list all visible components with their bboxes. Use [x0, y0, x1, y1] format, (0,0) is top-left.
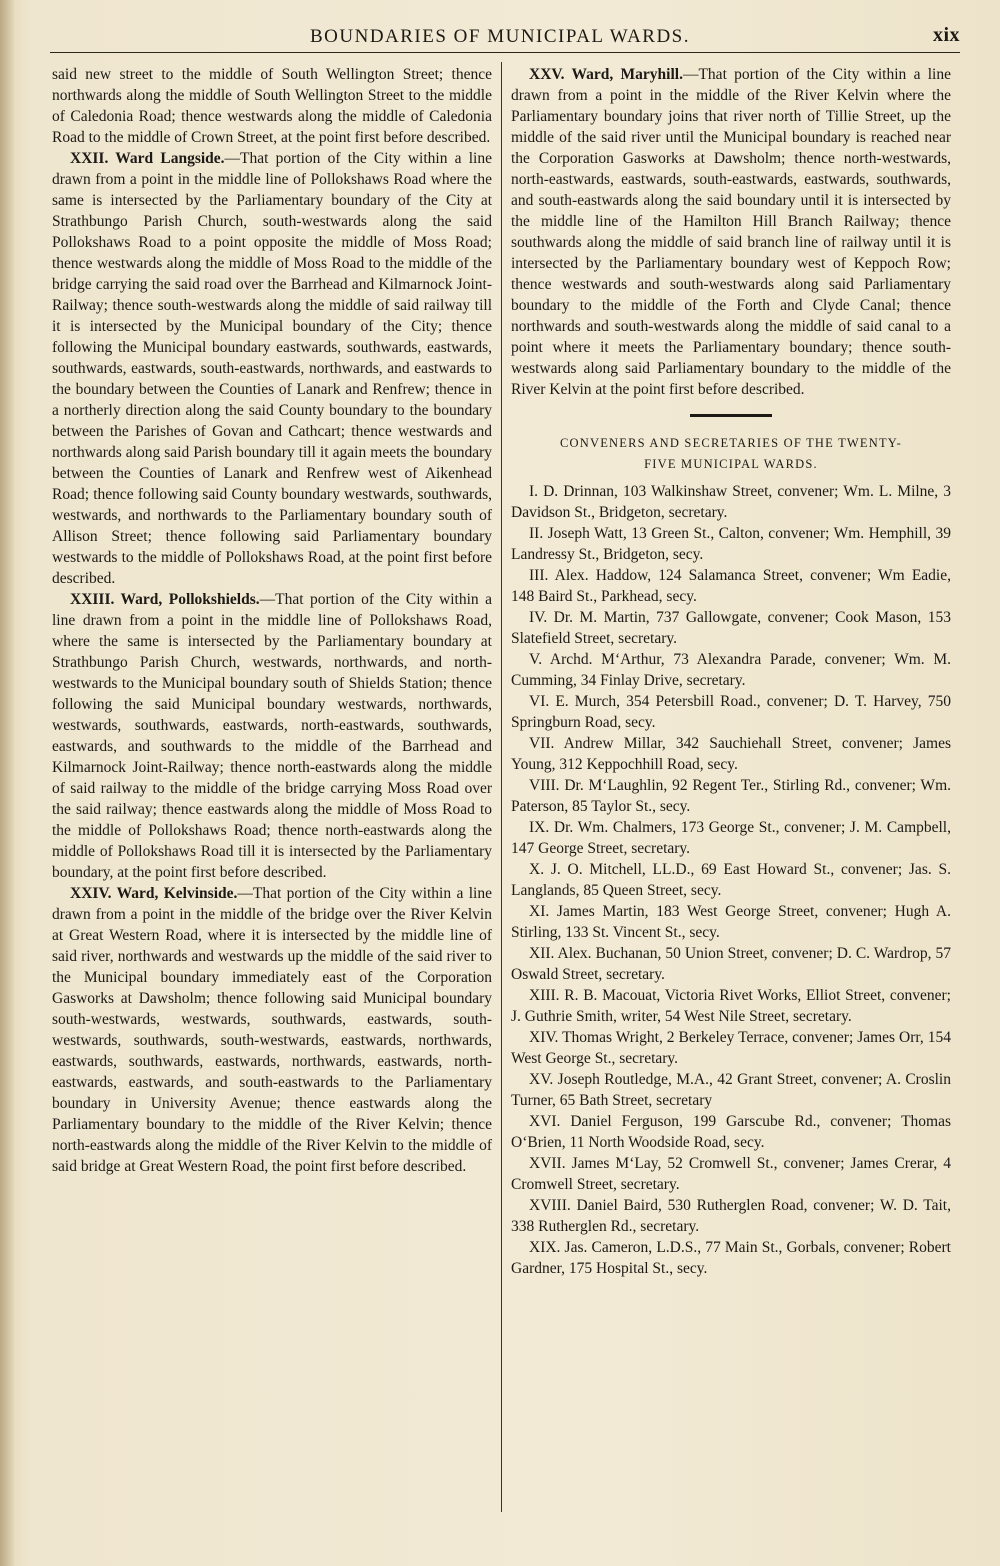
convener-entry: XVIII. Daniel Baird, 530 Rutherglen Road, convener; W. D. Tait, 338 Rutherglen Rd., secretary. [511, 1197, 951, 1235]
page-header [40, 22, 960, 52]
ward-xxiii-heading: XXIII. Ward, Pollokshields. [70, 591, 260, 608]
ward-xxii-heading: XXII. Ward Langside. [70, 150, 225, 167]
section-title-line-2: FIVE MUNICIPAL WARDS. [644, 457, 818, 471]
conveners-section-title [511, 433, 951, 475]
left-column [52, 64, 492, 1177]
convener-entry: VII. Andrew Millar, 342 Sauchiehall Street, convener; James Young, 312 Keppochhill Road, secy. [511, 735, 951, 773]
convener-entry: XVI. Daniel Ferguson, 199 Garscube Rd., convener; Thomas O‘Brien, 11 North Woodside Road, secy. [511, 1113, 951, 1151]
section-title-line-1: CONVENERS AND SECRETARIES OF THE TWENTY- [559, 436, 903, 450]
conveners-list [511, 481, 951, 1279]
ward-xxiii-paragraph [52, 589, 492, 883]
convener-entry: X. J. O. Mitchell, LL.D., 69 East Howard St., convener; Jas. S. Langlands, 85 Queen Street, secy. [511, 861, 951, 899]
convener-entry: II. Joseph Watt, 13 Green St., Calton, convener; Wm. Hemphill, 39 Landressy St., Bridgeton, secy. [511, 525, 951, 563]
convener-entry: IX. Dr. Wm. Chalmers, 173 George St., convener; J. M. Campbell, 147 George Street, secretary. [511, 819, 951, 857]
convener-entry: III. Alex. Haddow, 124 Salamanca Street, convener; Wm Eadie, 148 Baird St., Parkhead, secy. [511, 567, 951, 605]
convener-entry: XV. Joseph Routledge, M.A., 42 Grant Street, convener; A. Croslin Turner, 65 Bath Street, secretary [511, 1071, 951, 1109]
convener-entry: IV. Dr. M. Martin, 737 Gallowgate, convener; Cook Mason, 153 Slatefield Street, secretary. [511, 609, 951, 647]
right-column [511, 64, 951, 1279]
section-ornament-rule [690, 414, 772, 417]
ward-xxiv-text: —That portion of the City within a line drawn from a point in the middle of the bridge over the River Kelvin at Great Western Road, where it is intersected by the middle line of said river, northwards and westwards up the middle of the said river to the Municipal boundary immediately east of the Corporation Gasworks at Dawsholm; thence following said Municipal boundary south-westwards, westwards, southwards, eastwards, south-westwards, southwards, south-westwards, eastwards, northwards, eastwards, southwards, eastwards, northwards, eastwards, north-eastwards, eastwards, and south-eastwards to the Parliamentary boundary in University Avenue; thence eastwards along the Parliamentary boundary to the middle of the River Kelvin; thence north-eastwards along the middle of the River Kelvin to the middle of said bridge at Great Western Road, the point first before described. [52, 885, 492, 1175]
convener-entry: I. D. Drinnan, 103 Walkinshaw Street, convener; Wm. L. Milne, 3 Davidson St., Bridgeton, secretary. [511, 483, 951, 521]
column-divider [501, 62, 502, 1512]
ward-xxiv-heading: XXIV. Ward, Kelvinside. [70, 885, 238, 902]
book-spine-shadow [0, 0, 14, 1566]
ward-xxv-heading: XXV. Ward, Maryhill. [529, 66, 683, 83]
convener-entry: XI. James Martin, 183 West George Street, convener; Hugh A. Stirling, 133 St. Vincent St., secy. [511, 903, 951, 941]
ward-xxii-text: —That portion of the City within a line drawn from a point in the middle line of Pollokshaws Road where the same is intersected by the Parliamentary boundary of the City at Strathbungo Parish Church, south-westwards along the said Pollokshaws Road to a point opposite the middle of Moss Road; thence westwards along the middle of Moss Road to the middle of the bridge carrying the said road over the Barrhead and Kilmarnock Joint-Railway; thence south-westwards along the middle of said railway till it is intersected by the Municipal boundary of the City; thence following the Municipal boundary eastwards, southwards, eastwards, southwards, eastwards, south-eastwards, northwards, and eastwards to the boundary between the Counties of Lanark and Renfrew; thence in a northerly direction along the said County boundary to the boundary between the Parishes of Govan and Cathcart; thence westwards and northwards along said Parish boundary till it again meets the boundary between the Counties of Lanark and Renfrew west of Aikenhead Road; thence following said County boundary westwards, southwards, westwards, and northwards to the Parliamentary boundary south of Allison Street; thence following said Parliamentary boundary westwards to the middle of Pollokshaws Road, at the point first before described. [52, 150, 492, 587]
page-number: xix [932, 24, 960, 46]
header-rule [50, 52, 960, 53]
convener-entry: XIV. Thomas Wright, 2 Berkeley Terrace, convener; James Orr, 154 West George St., secretary. [511, 1029, 951, 1067]
convener-entry: XVII. James M‘Lay, 52 Cromwell St., convener; James Crerar, 4 Cromwell Street, secretary. [511, 1155, 951, 1193]
convener-entry: XII. Alex. Buchanan, 50 Union Street, convener; D. C. Wardrop, 57 Oswald Street, secretary. [511, 945, 951, 983]
ward-xxii-paragraph [52, 148, 492, 589]
convener-entry: XIII. R. B. Macouat, Victoria Rivet Works, Elliot Street, convener; J. Guthrie Smith, writer, 54 West Nile Street, secretary. [511, 987, 951, 1025]
continuation-paragraph: said new street to the middle of South Wellington Street; thence northwards along the middle of South Wellington Street to the middle of Caledonia Road; thence westwards along the middle of Caledonia Road to the middle of Crown Street, at the point first before described. [52, 66, 492, 146]
convener-entry: V. Archd. M‘Arthur, 73 Alexandra Parade, convener; Wm. M. Cumming, 34 Finlay Drive, secretary. [511, 651, 951, 689]
ward-xxiv-paragraph [52, 883, 492, 1177]
ward-xxiii-text: —That portion of the City within a line drawn from a point in the middle line of Pollokshaws Road, where the same is intersected by the Parliamentary boundary at Strathbungo Parish Church, westwards, northwards, and north-westwards to the Municipal boundary south of Shields Station; thence following the said Municipal boundary westwards, northwards, westwards, southwards, eastwards, north-eastwards, southwards, eastwards, and southwards to the middle of the Barrhead and Kilmarnock Joint-Railway; thence north-eastwards along the middle of said railway to the middle of the bridge carrying Moss Road over the said railway; thence eastwards along the middle of Moss Road to the middle of Pollokshaws Road; thence north-eastwards along the middle of Pollokshaws Road till it is intersected by the Parliamentary boundary, at the point first before described. [52, 591, 492, 881]
ward-xxv-paragraph [511, 64, 951, 400]
running-title: BOUNDARIES OF MUNICIPAL WARDS. [309, 26, 690, 47]
ward-xxv-text: —That portion of the City within a line drawn from a point in the middle of the River Kelvin where the Parliamentary boundary joins that river north of Tillie Street, up the middle of the said river until the Municipal boundary is reached near the Corporation Gasworks at Dawsholm; thence north-westwards, north-eastwards, eastwards, south-eastwards, eastwards, southwards, and south-eastwards along the said boundary until it is intersected by the middle line of the Hamilton Hill Branch Railway; thence southwards along the middle of said branch line of railway until it is intersected by the Parliamentary boundary west of Keppoch Row; thence westwards and south-westwards along said Parliamentary boundary to the middle of the Forth and Clyde Canal; thence northwards and south-westwards along the middle of said canal to a point where it meets the Parliamentary boundary; thence south-westwards along said Parliamentary boundary to the middle of the River Kelvin at the point first before described. [511, 66, 951, 398]
convener-entry: VIII. Dr. M‘Laughlin, 92 Regent Ter., Stirling Rd., convener; Wm. Paterson, 85 Taylor St., secy. [511, 777, 951, 815]
convener-entry: XIX. Jas. Cameron, L.D.S., 77 Main St., Gorbals, convener; Robert Gardner, 175 Hospital St., secy. [511, 1239, 951, 1277]
convener-entry: VI. E. Murch, 354 Petersbill Road., convener; D. T. Harvey, 750 Springburn Road, secy. [511, 693, 951, 731]
